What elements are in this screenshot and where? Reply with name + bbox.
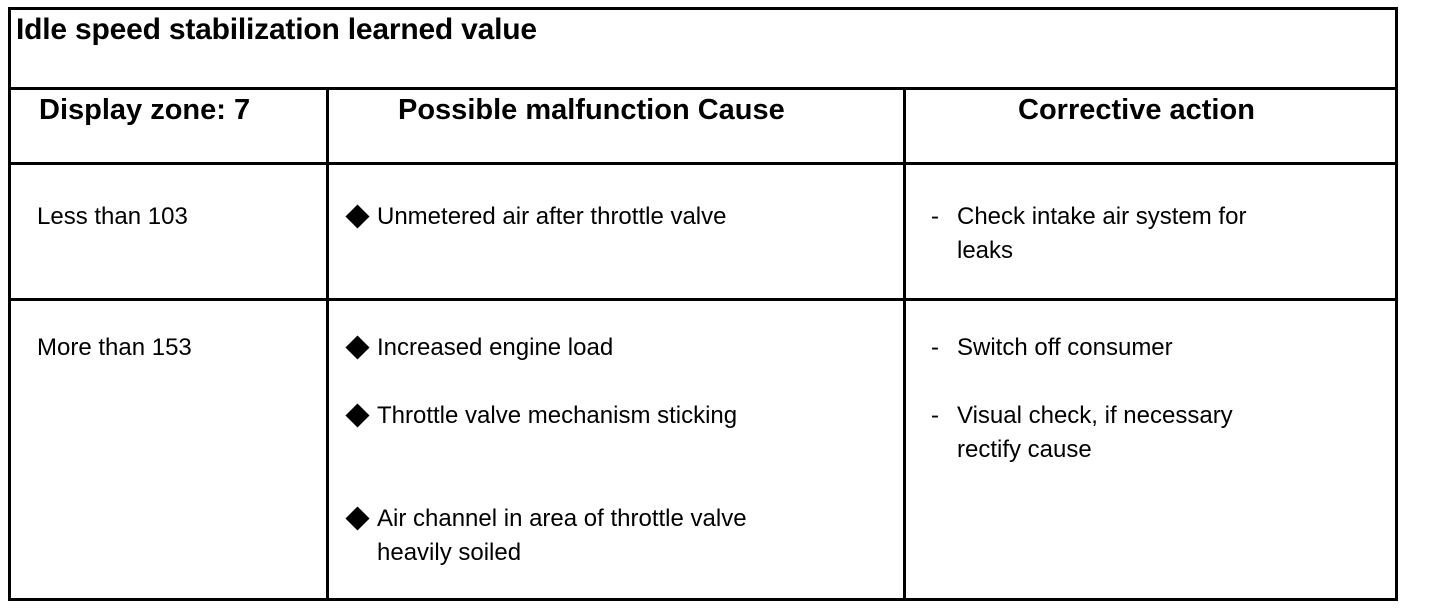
row-1-zone: Less than 103: [37, 203, 188, 230]
row-2-action-2: [931, 399, 1233, 467]
row-2-cause-1: [343, 331, 613, 365]
header-display-zone: Display zone: 7: [39, 94, 251, 126]
title-row: [11, 10, 1395, 90]
black-diamond-icon: [345, 506, 369, 530]
row-1-cause-1: [343, 200, 727, 234]
action-text-line-1: Switch off consumer: [957, 334, 1173, 361]
diagnostic-table: [8, 7, 1398, 601]
column-divider-2: [903, 90, 906, 598]
table-title: Idle speed stabilization learned value: [16, 13, 537, 46]
row-2-zone: More than 153: [37, 334, 192, 361]
row-2-cause-2: [343, 399, 737, 433]
black-diamond-icon: [345, 335, 369, 359]
header-divider: [11, 162, 1395, 165]
dash-bullet: -: [931, 402, 939, 429]
action-text-line-1: Check intake air system for: [957, 203, 1247, 230]
action-text-line-1: Visual check, if necessary: [957, 402, 1233, 429]
column-divider-1: [326, 90, 329, 598]
black-diamond-icon: [345, 204, 369, 228]
dash-bullet: -: [931, 334, 939, 361]
row-1-action-1: [931, 200, 1246, 268]
row-2-cause-3: [343, 502, 747, 570]
cause-text-line-1: Air channel in area of throttle valve: [377, 505, 747, 532]
dash-bullet: -: [931, 203, 939, 230]
cause-text: Throttle valve mechanism sticking: [377, 402, 738, 429]
action-text-line-2: rectify cause: [957, 436, 1092, 463]
black-diamond-icon: [345, 403, 369, 427]
cause-text: Unmetered air after throttle valve: [377, 203, 727, 230]
cause-text-line-2: heavily soiled: [377, 539, 522, 566]
cause-text: Increased engine load: [377, 334, 614, 361]
row-divider: [11, 298, 1395, 301]
header-corrective-action: Corrective action: [1018, 94, 1255, 126]
action-text-line-2: leaks: [957, 237, 1014, 264]
header-possible-cause: Possible malfunction Cause: [398, 94, 785, 126]
row-2-action-1: [931, 331, 1173, 365]
